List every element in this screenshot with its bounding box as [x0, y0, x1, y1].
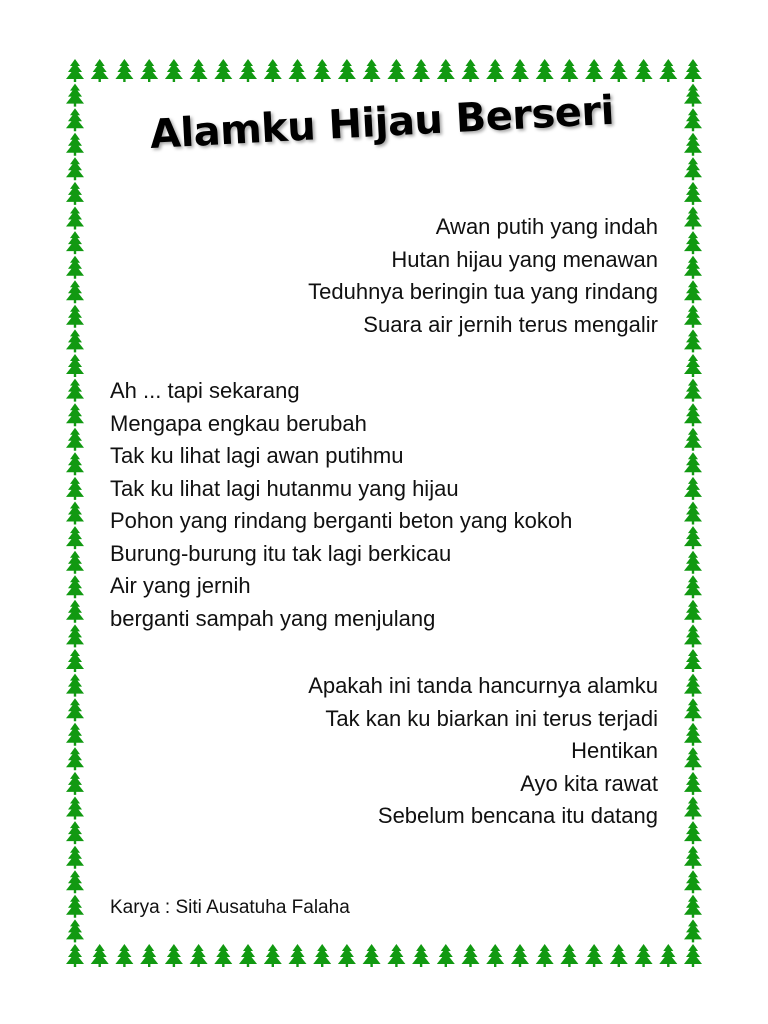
pine-tree-icon — [66, 698, 84, 721]
pine-tree-icon — [66, 428, 84, 451]
pine-tree-icon — [684, 502, 702, 525]
pine-tree-icon — [115, 59, 133, 82]
pine-tree-icon — [66, 502, 84, 525]
pine-tree-icon — [610, 944, 628, 967]
pine-tree-icon — [91, 944, 109, 967]
pine-tree-icon — [66, 551, 84, 574]
pine-tree-icon — [66, 231, 84, 254]
poem-line: Burung-burung itu tak lagi berkicau — [110, 540, 452, 566]
pine-tree-icon — [684, 305, 702, 328]
pine-tree-icon — [684, 403, 702, 426]
pine-tree-icon — [66, 846, 84, 869]
poem-line: Tak kan ku biarkan ini terus terjadi — [325, 705, 658, 731]
pine-tree-icon — [140, 944, 158, 967]
pine-tree-icon — [684, 624, 702, 647]
poem-line: Sebelum bencana itu datang — [377, 803, 658, 828]
pine-tree-icon — [66, 919, 84, 942]
pine-tree-icon — [338, 944, 356, 967]
pine-tree-icon — [66, 821, 84, 844]
pine-tree-icon — [684, 84, 702, 107]
pine-tree-icon — [239, 944, 257, 967]
pine-tree-icon — [66, 772, 84, 795]
pine-tree-icon — [684, 231, 702, 254]
stanza-3 — [308, 670, 658, 833]
pine-tree-icon — [684, 182, 702, 205]
pine-tree-icon — [363, 944, 381, 967]
pine-tree-icon — [511, 59, 529, 82]
pine-tree-icon — [585, 59, 603, 82]
pine-tree-icon — [66, 133, 84, 156]
pine-tree-icon — [659, 944, 677, 967]
pine-tree-icon — [684, 772, 702, 795]
pine-tree-icon — [66, 280, 84, 303]
pine-tree-icon — [486, 59, 504, 82]
pine-tree-icon — [560, 59, 578, 82]
pine-tree-icon — [66, 403, 84, 426]
pine-tree-icon — [585, 944, 603, 967]
pine-tree-icon — [66, 157, 84, 180]
pine-tree-icon — [66, 329, 84, 352]
pine-tree-icon — [66, 59, 84, 82]
pine-tree-icon — [684, 354, 702, 377]
pine-tree-icon — [684, 256, 702, 279]
pine-tree-icon — [66, 674, 84, 697]
poem-line: berganti sampah yang menjulang — [110, 605, 436, 631]
pine-tree-icon — [659, 59, 677, 82]
pine-tree-icon — [66, 895, 84, 918]
pine-tree-icon — [66, 723, 84, 746]
poem-line: Pohon yang rindang berganti beton yang kokoh — [110, 508, 573, 533]
pine-tree-icon — [66, 108, 84, 131]
pine-tree-icon — [66, 624, 84, 647]
pine-tree-icon — [165, 59, 183, 82]
pine-tree-icon — [684, 452, 702, 475]
pine-tree-icon — [684, 698, 702, 721]
pine-tree-icon — [684, 575, 702, 598]
pine-tree-icon — [115, 944, 133, 967]
pine-tree-icon — [684, 821, 702, 844]
pine-tree-icon — [684, 944, 702, 967]
pine-tree-icon — [264, 59, 282, 82]
pine-tree-icon — [66, 797, 84, 820]
pine-tree-icon — [264, 944, 282, 967]
pine-tree-icon — [684, 59, 702, 82]
pine-tree-icon — [684, 428, 702, 451]
pine-tree-icon — [437, 59, 455, 82]
pine-tree-icon — [536, 944, 554, 967]
pine-tree-icon — [462, 59, 480, 82]
pine-tree-icon — [91, 59, 109, 82]
pine-tree-icon — [66, 944, 84, 967]
pine-tree-icon — [66, 575, 84, 598]
pine-tree-icon — [684, 379, 702, 402]
poem-line: Ayo kita rawat — [520, 770, 658, 796]
pine-tree-icon — [66, 84, 84, 107]
pine-tree-icon — [66, 870, 84, 893]
pine-tree-icon — [412, 59, 430, 82]
pine-tree-icon — [289, 944, 307, 967]
poem-line: Mengapa engkau berubah — [110, 410, 367, 436]
stanza-1 — [308, 211, 658, 341]
pine-tree-icon — [610, 59, 628, 82]
pine-tree-icon — [635, 59, 653, 82]
poem-title: Alamku Hijau Berseri — [148, 87, 615, 158]
pine-tree-icon — [313, 944, 331, 967]
poem-line: Air yang jernih — [110, 573, 251, 598]
poem-line: Ah ... tapi sekarang — [110, 378, 300, 403]
pine-tree-icon — [140, 59, 158, 82]
pine-tree-icon — [486, 944, 504, 967]
pine-tree-icon — [635, 944, 653, 967]
pine-tree-icon — [560, 944, 578, 967]
poem-line: Teduhnya beringin tua yang rindang — [308, 279, 658, 304]
pine-tree-icon — [684, 157, 702, 180]
poem-line: Awan putih yang indah — [435, 214, 658, 239]
pine-tree-icon — [313, 59, 331, 82]
stanza-2 — [110, 375, 572, 635]
pine-tree-icon — [66, 182, 84, 205]
poem-line: Hutan hijau yang menawan — [391, 246, 658, 272]
pine-tree-icon — [684, 600, 702, 623]
pine-tree-icon — [684, 108, 702, 131]
pine-tree-icon — [684, 329, 702, 352]
pine-tree-icon — [412, 944, 430, 967]
poem-line: Tak ku lihat lagi hutanmu yang hijau — [110, 475, 459, 501]
pine-tree-icon — [289, 59, 307, 82]
pine-tree-icon — [684, 674, 702, 697]
pine-tree-icon — [462, 944, 480, 967]
pine-tree-icon — [66, 354, 84, 377]
pine-tree-icon — [387, 59, 405, 82]
pine-tree-icon — [66, 649, 84, 672]
pine-tree-icon — [684, 477, 702, 500]
pine-tree-icon — [511, 944, 529, 967]
poem-line: Apakah ini tanda hancurnya alamku — [308, 673, 658, 698]
pine-tree-icon — [684, 723, 702, 746]
pine-tree-icon — [66, 207, 84, 230]
pine-tree-icon — [387, 944, 405, 967]
pine-tree-icon — [684, 133, 702, 156]
pine-tree-icon — [66, 526, 84, 549]
pine-tree-icon — [66, 379, 84, 402]
pine-tree-icon — [66, 305, 84, 328]
pine-tree-icon — [214, 944, 232, 967]
poem-line: Suara air jernih terus mengalir — [363, 311, 658, 337]
pine-tree-icon — [66, 256, 84, 279]
pine-tree-icon — [684, 207, 702, 230]
pine-tree-icon — [684, 747, 702, 770]
pine-tree-icon — [536, 59, 554, 82]
poem-line: Tak ku lihat lagi awan putihmu — [110, 443, 404, 468]
author-credit: Karya : Siti Ausatuha Falaha — [110, 897, 350, 918]
pine-tree-icon — [684, 649, 702, 672]
pine-tree-icon — [338, 59, 356, 82]
pine-tree-icon — [363, 59, 381, 82]
pine-tree-icon — [66, 600, 84, 623]
pine-tree-icon — [66, 452, 84, 475]
pine-tree-icon — [684, 797, 702, 820]
pine-tree-icon — [214, 59, 232, 82]
pine-tree-icon — [239, 59, 257, 82]
pine-tree-icon — [684, 846, 702, 869]
pine-tree-icon — [190, 59, 208, 82]
pine-tree-icon — [684, 870, 702, 893]
pine-tree-icon — [684, 280, 702, 303]
poem-line: Hentikan — [571, 738, 658, 763]
pine-tree-icon — [684, 526, 702, 549]
pine-tree-icon — [66, 477, 84, 500]
pine-tree-icon — [684, 895, 702, 918]
pine-tree-icon — [165, 944, 183, 967]
pine-tree-icon — [437, 944, 455, 967]
pine-tree-icon — [684, 919, 702, 942]
pine-tree-icon — [66, 747, 84, 770]
pine-tree-icon — [684, 551, 702, 574]
pine-tree-icon — [190, 944, 208, 967]
